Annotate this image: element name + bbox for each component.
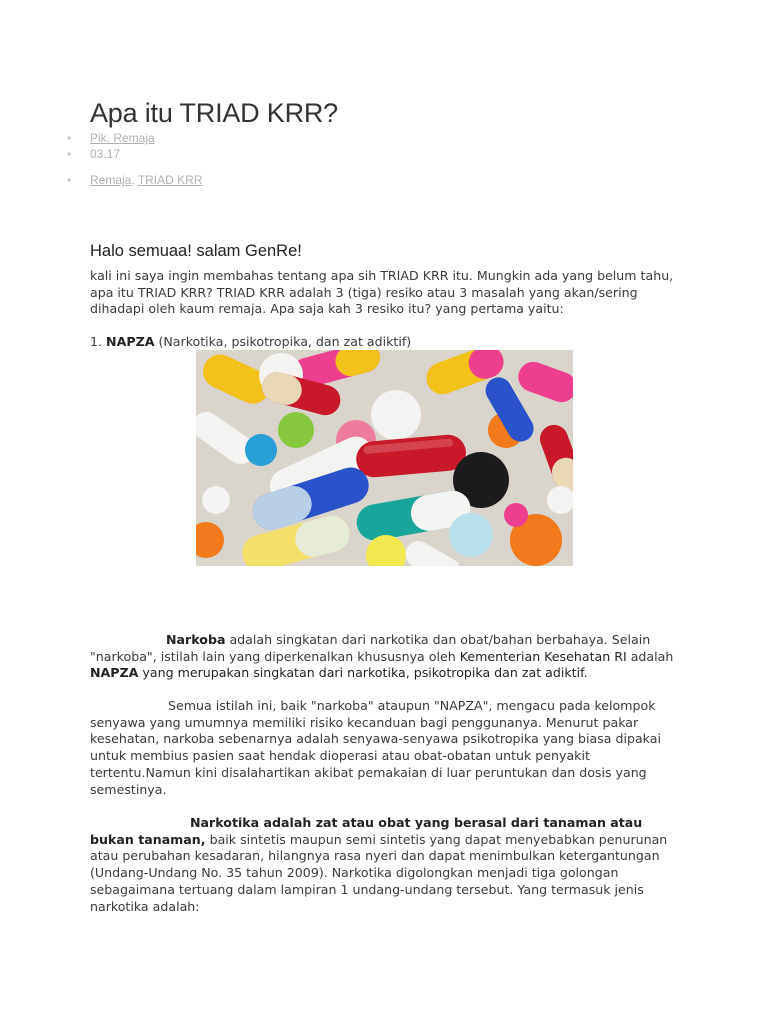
item-term: NAPZA [106, 334, 155, 349]
pills-photo [196, 350, 573, 566]
text-part: Semua istilah ini, baik "narkoba" ataupun "NAPZA", mengacu pada kelompok senyawa yang umumnya memiliki risiko kecanduan bagi penggunanya. Menurut pakar kesehatan, narkoba sebenarnya adalah senyawa-senyawa psikotropika yang biasa dipakai untuk membius pasien saat hendak dioperasi atau obat-obatan untuk penyakit tertentu.Namun kini disalahartikan akibat pemakaian di luar peruntukan dan dosis yang semestinya. [90, 698, 661, 797]
meta-author-item [64, 130, 202, 146]
text-part: adalah singkatan dari narkotika dan obat/bahan berbahaya. Selain "narkoba", istilah lain yang diperkenalkan khususnya oleh [90, 632, 651, 664]
author-link[interactable]: Pik. Remaja [90, 131, 155, 145]
label-link-triad-krr[interactable]: TRIAD KRR [137, 173, 203, 187]
term-napza: NAPZA [90, 665, 139, 681]
post-meta [64, 130, 202, 188]
bullet-icon: • [67, 147, 72, 161]
item-napza [90, 334, 690, 351]
meta-labels-item [64, 172, 202, 188]
pills-illustration [196, 350, 573, 566]
item-desc: (Narkotika, psikotropika, dan zat adiktif) [158, 334, 412, 349]
post-title: Apa itu TRIAD KRR? [90, 98, 338, 128]
kemenkes-text: Kementerian Kesehatan RI [459, 648, 627, 664]
item-number: 1. [90, 334, 103, 349]
narkotika-definition: Narkotika adalah zat atau obat yang berasal dari tanaman atau bukan tanaman, [90, 815, 643, 847]
greeting-heading: Halo semuaa! salam GenRe! [90, 242, 302, 260]
text-part: yang merupakan singkatan dari narkotika, psikotropika dan zat adiktif. [142, 665, 588, 681]
bullet-icon: • [67, 131, 72, 145]
post-time: 03.17 [90, 147, 121, 161]
label-separator: , [131, 173, 138, 187]
meta-time-item [64, 146, 202, 162]
paragraph-istilah [90, 698, 690, 798]
paragraph-narkoba [90, 632, 690, 682]
text-part: baik sintetis maupun semi sintetis yang dapat menyebabkan penurunan atau perubahan kesadaran, hilangnya rasa nyeri dan dapat menimbulkan ketergantungan (Undang-Undang No. 35 tahun 2009). Narkotika digolongkan menjadi tiga golongan sebagaimana tertuang dalam lampiran 1 undang-undang tersebut. Yang termasuk jenis narkotika adalah: [90, 831, 668, 914]
intro-paragraph: kali ini saya ingin membahas tentang apa sih TRIAD KRR itu. Mungkin ada yang belum tahu, apa itu TRIAD KRR? TRIAD KRR adalah 3 (tiga) resiko atau 3 masalah yang akan/sering dihadapi oleh kaum remaja. Apa saja kah 3 resiko itu? yang pertama yaitu: [90, 268, 674, 317]
term-narkoba: Narkoba [166, 632, 226, 647]
label-link-remaja[interactable]: Remaja [90, 173, 132, 187]
paragraph-narkotika [90, 815, 690, 915]
bullet-icon: • [67, 173, 72, 187]
text-part: adalah [630, 648, 674, 664]
